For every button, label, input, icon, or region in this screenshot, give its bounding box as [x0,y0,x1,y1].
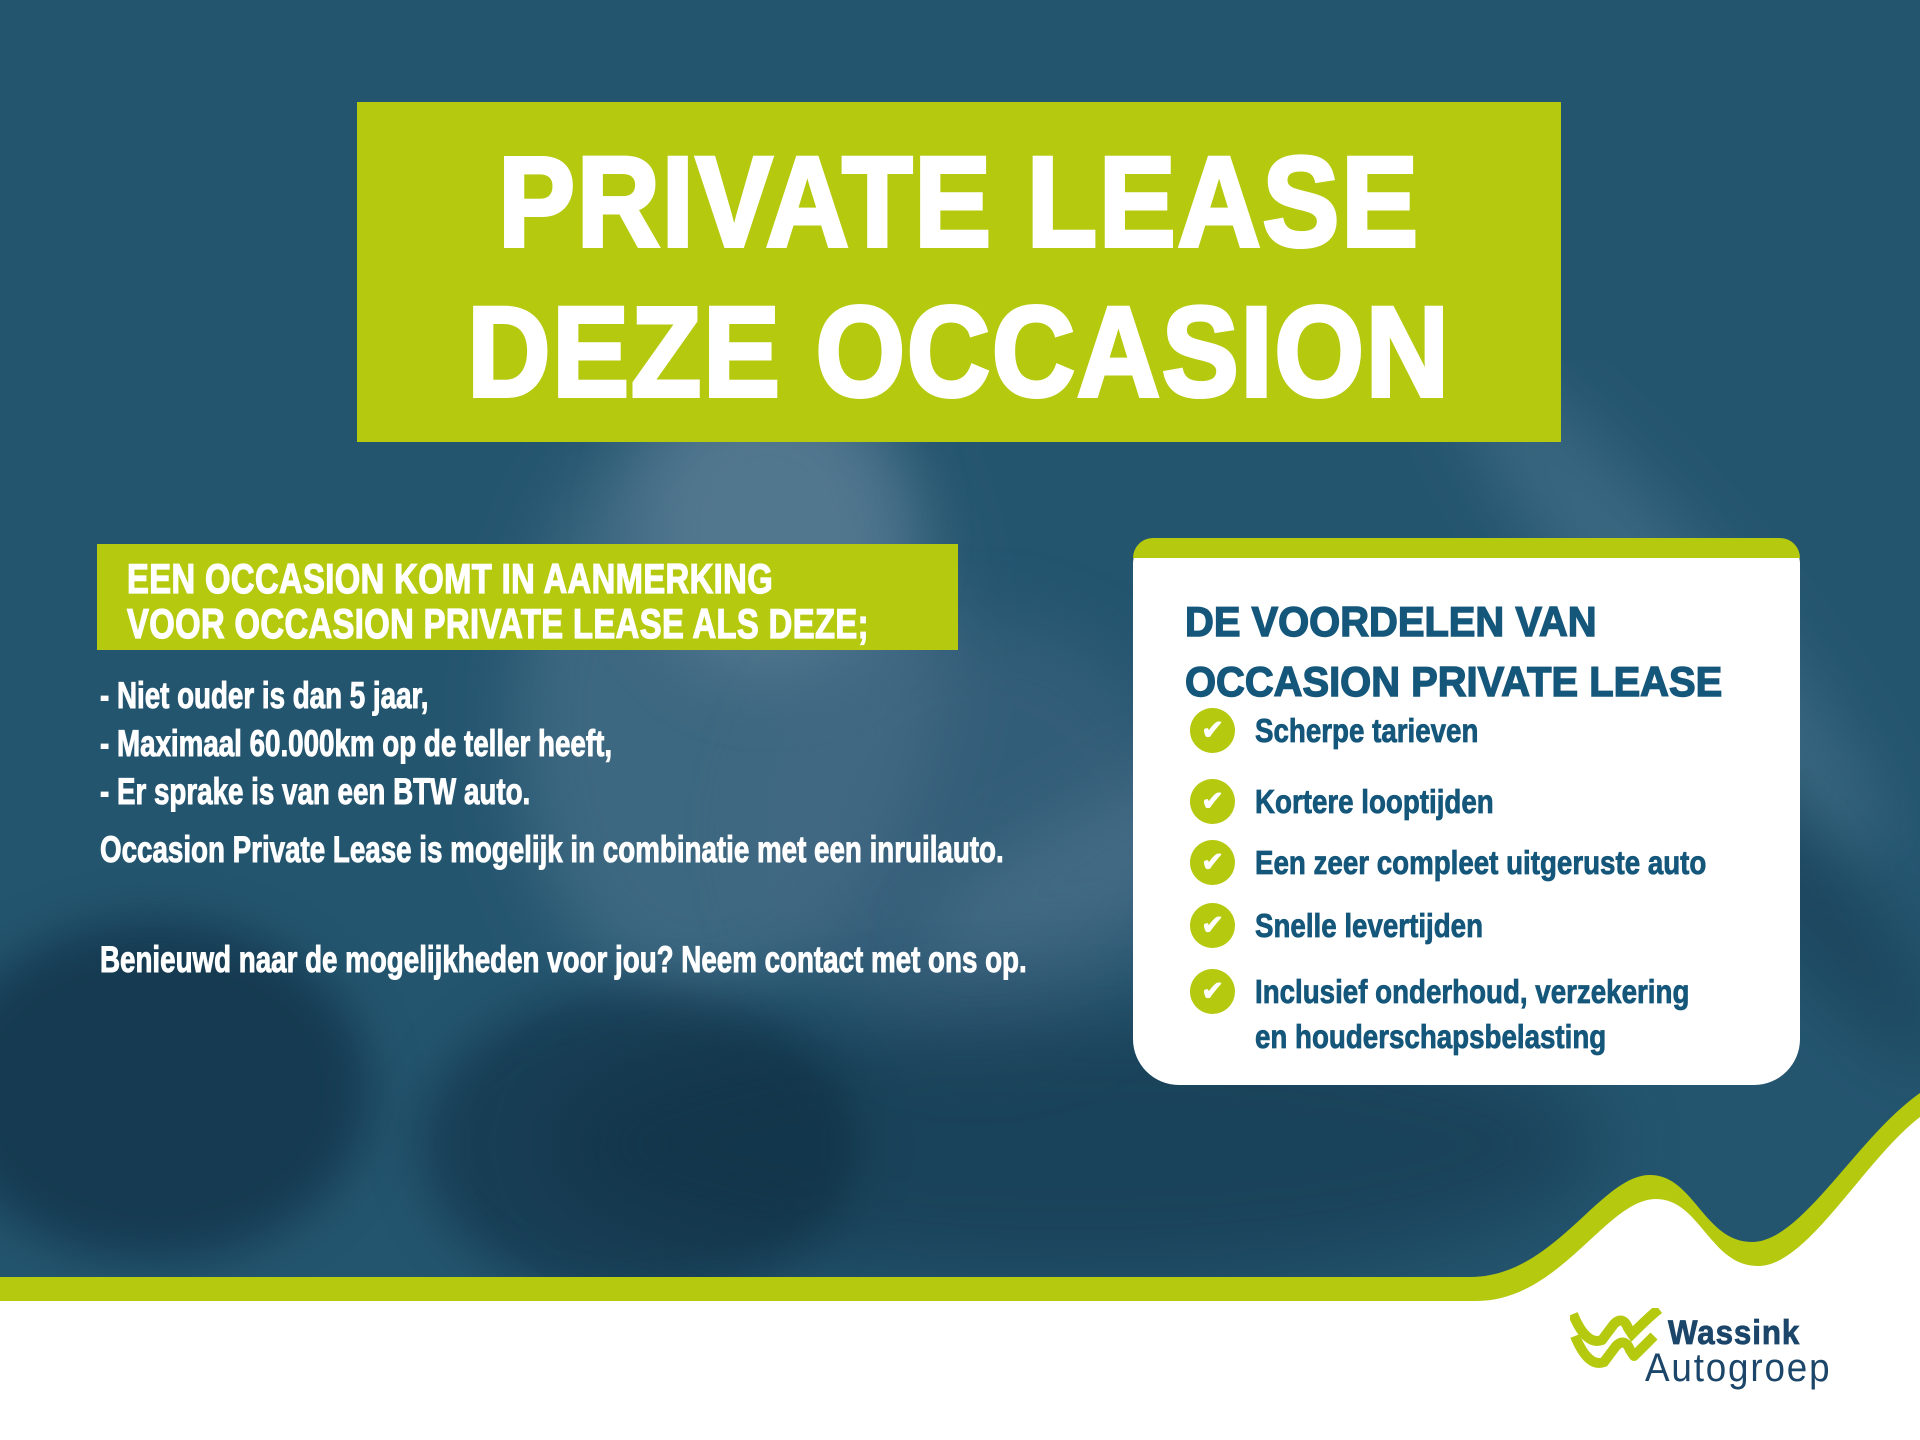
benefit-label [1255,708,1478,753]
benefit-label [1255,969,1689,1059]
hero-banner [357,102,1561,442]
check-icon: ✔ [1190,840,1235,885]
eligibility-banner [97,544,958,650]
benefit-label-line: Inclusief onderhoud, verzekering [1255,973,1690,1010]
bullet-max-age: - Niet ouder is dan 5 jaar, [100,675,429,716]
benefits-title-line1: DE VOORDELEN VAN [1185,598,1597,645]
bullet-max-km: - Maximaal 60.000km op de teller heeft, [100,723,613,764]
benefit-item-inclusief [1190,969,1772,1059]
benefit-item-levertijden [1190,903,1526,948]
benefits-card [1133,538,1800,1085]
hero-title-line2: DEZE OCCASION [467,281,1451,424]
bottom-wave [0,1080,1920,1440]
benefit-item-looptijden [1190,779,1539,824]
benefit-label-line: Scherpe tarieven [1255,712,1479,749]
benefit-label-line: en houderschapsbelasting [1255,1018,1607,1055]
benefit-label-line: Kortere looptijden [1255,783,1494,820]
benefit-label [1255,840,1706,885]
hero-title-line1: PRIVATE LEASE [498,131,1420,274]
check-icon: ✔ [1190,969,1235,1014]
benefit-label-line: Een zeer compleet uitgeruste auto [1255,844,1707,881]
eligibility-heading-line2: VOOR OCCASION PRIVATE LEASE ALS DEZE; [127,600,869,647]
benefit-label-line: Snelle levertijden [1255,907,1484,944]
benefits-card-accent-bar [1133,538,1800,558]
bullet-btw: - Er sprake is van een BTW auto. [100,771,531,812]
check-icon: ✔ [1190,708,1235,753]
eligibility-heading [127,556,869,646]
benefit-label [1255,903,1483,948]
eligibility-heading-line1: EEN OCCASION KOMT IN AANMERKING [127,555,774,602]
logo-division-text: Autogroep [1645,1346,1832,1390]
eligibility-bullet-list [100,672,612,816]
trade-in-note: Occasion Private Lease is mogelijk in combinatie met een inruilauto. [100,829,1004,870]
benefit-item-tarieven [1190,708,1521,753]
benefit-item-uitrusting [1190,840,1792,885]
benefits-title-line2: OCCASION PRIVATE LEASE [1185,658,1723,705]
logo-brand-text: Wassink [1668,1314,1801,1352]
contact-cta: Benieuwd naar de mogelijkheden voor jou? Neem contact met ons op. [100,939,1027,980]
benefit-label [1255,779,1494,824]
check-icon: ✔ [1190,779,1235,824]
check-icon: ✔ [1190,903,1235,948]
benefits-card-title [1185,592,1722,712]
hero-title [417,128,1501,428]
